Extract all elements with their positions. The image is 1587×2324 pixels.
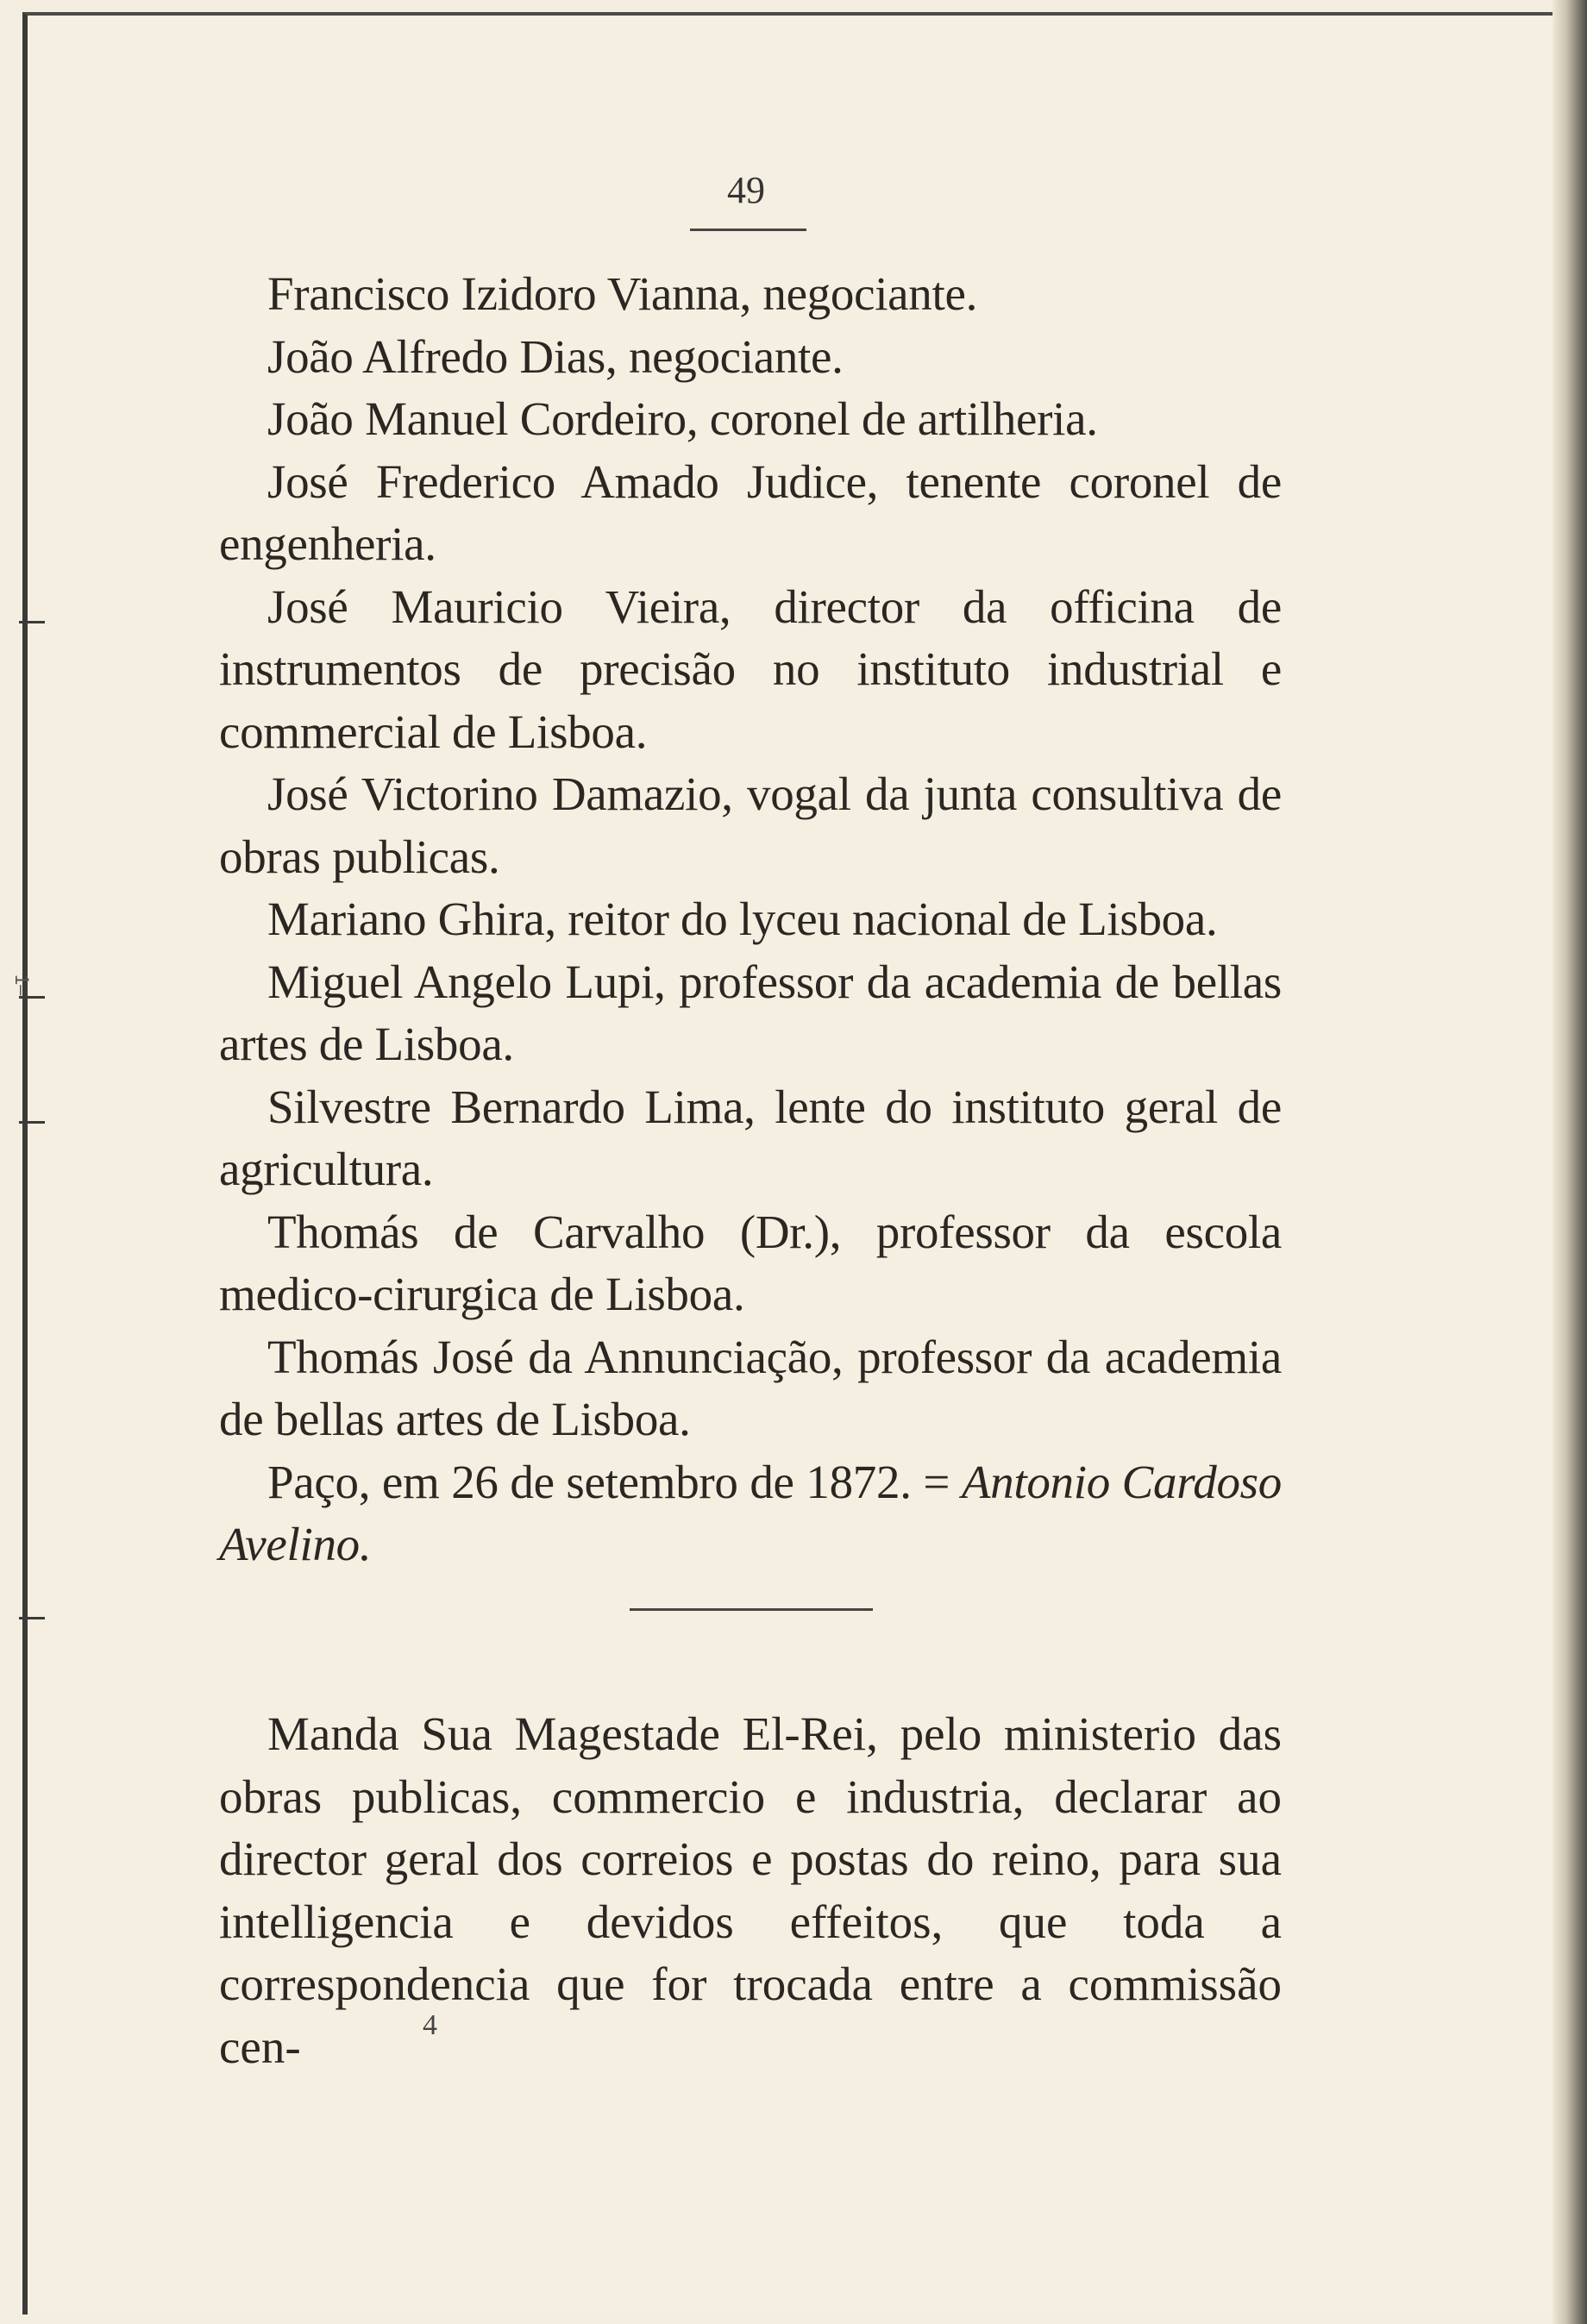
page-number: 49 <box>727 169 765 211</box>
list-item: Francisco Izidoro Vianna, negociante. <box>267 267 978 320</box>
margin-note: 1– <box>11 974 33 996</box>
list-item: José Mauricio Vieira, director da officina de instrumentos de precisão no instituto industrial e commercial de Lisboa. <box>219 579 1282 758</box>
signature-line <box>219 1451 1282 1576</box>
appointee-list <box>219 263 1282 1576</box>
book-page-edge <box>1552 0 1587 2324</box>
list-item: Thomás de Carvalho (Dr.), professor da escola medico-cirurgica de Lisboa. <box>219 1205 1282 1320</box>
signature-name: Antonio Cardoso Avelino. <box>219 1455 1282 1570</box>
margin-tick <box>19 621 45 623</box>
left-margin-marks <box>7 517 41 1638</box>
printer-signature-mark: 4 <box>423 2009 437 2041</box>
list-item: João Manuel Cordeiro, coronel de artilheria. <box>267 392 1098 445</box>
list-item: José Victorino Damazio, vogal da junta consultiva de obras publicas. <box>219 767 1282 883</box>
decree-paragraph: Manda Sua Magestade El-Rei, pelo ministerio das obras publicas, commercio e industria, declarar ao director geral dos correios e postas do reino, para sua intelligencia e devidos effeitos, que toda a correspondencia que for trocada entre a commissão cen- <box>219 1707 1282 2073</box>
section-divider <box>630 1608 873 1611</box>
list-item: José Frederico Amado Judice, tenente coronel de engenheria. <box>219 454 1282 570</box>
list-item: Silvestre Bernardo Lima, lente do instituto geral de agricultura. <box>219 1080 1282 1195</box>
list-item: Thomás José da Annunciação, professor da academia de bellas artes de Lisboa. <box>219 1330 1282 1445</box>
list-item: Miguel Angelo Lupi, professor da academia de bellas artes de Lisboa. <box>219 955 1282 1070</box>
list-item: Mariano Ghira, reitor do lyceu nacional de Lisboa. <box>267 893 1218 945</box>
margin-tick <box>19 996 45 999</box>
list-item: João Alfredo Dias, negociante. <box>267 329 844 383</box>
signature-place-date: Paço, em 26 de setembro de 1872. = <box>267 1455 962 1508</box>
margin-tick <box>19 1121 45 1124</box>
margin-tick <box>19 1617 45 1619</box>
page-number-rule <box>690 229 806 231</box>
